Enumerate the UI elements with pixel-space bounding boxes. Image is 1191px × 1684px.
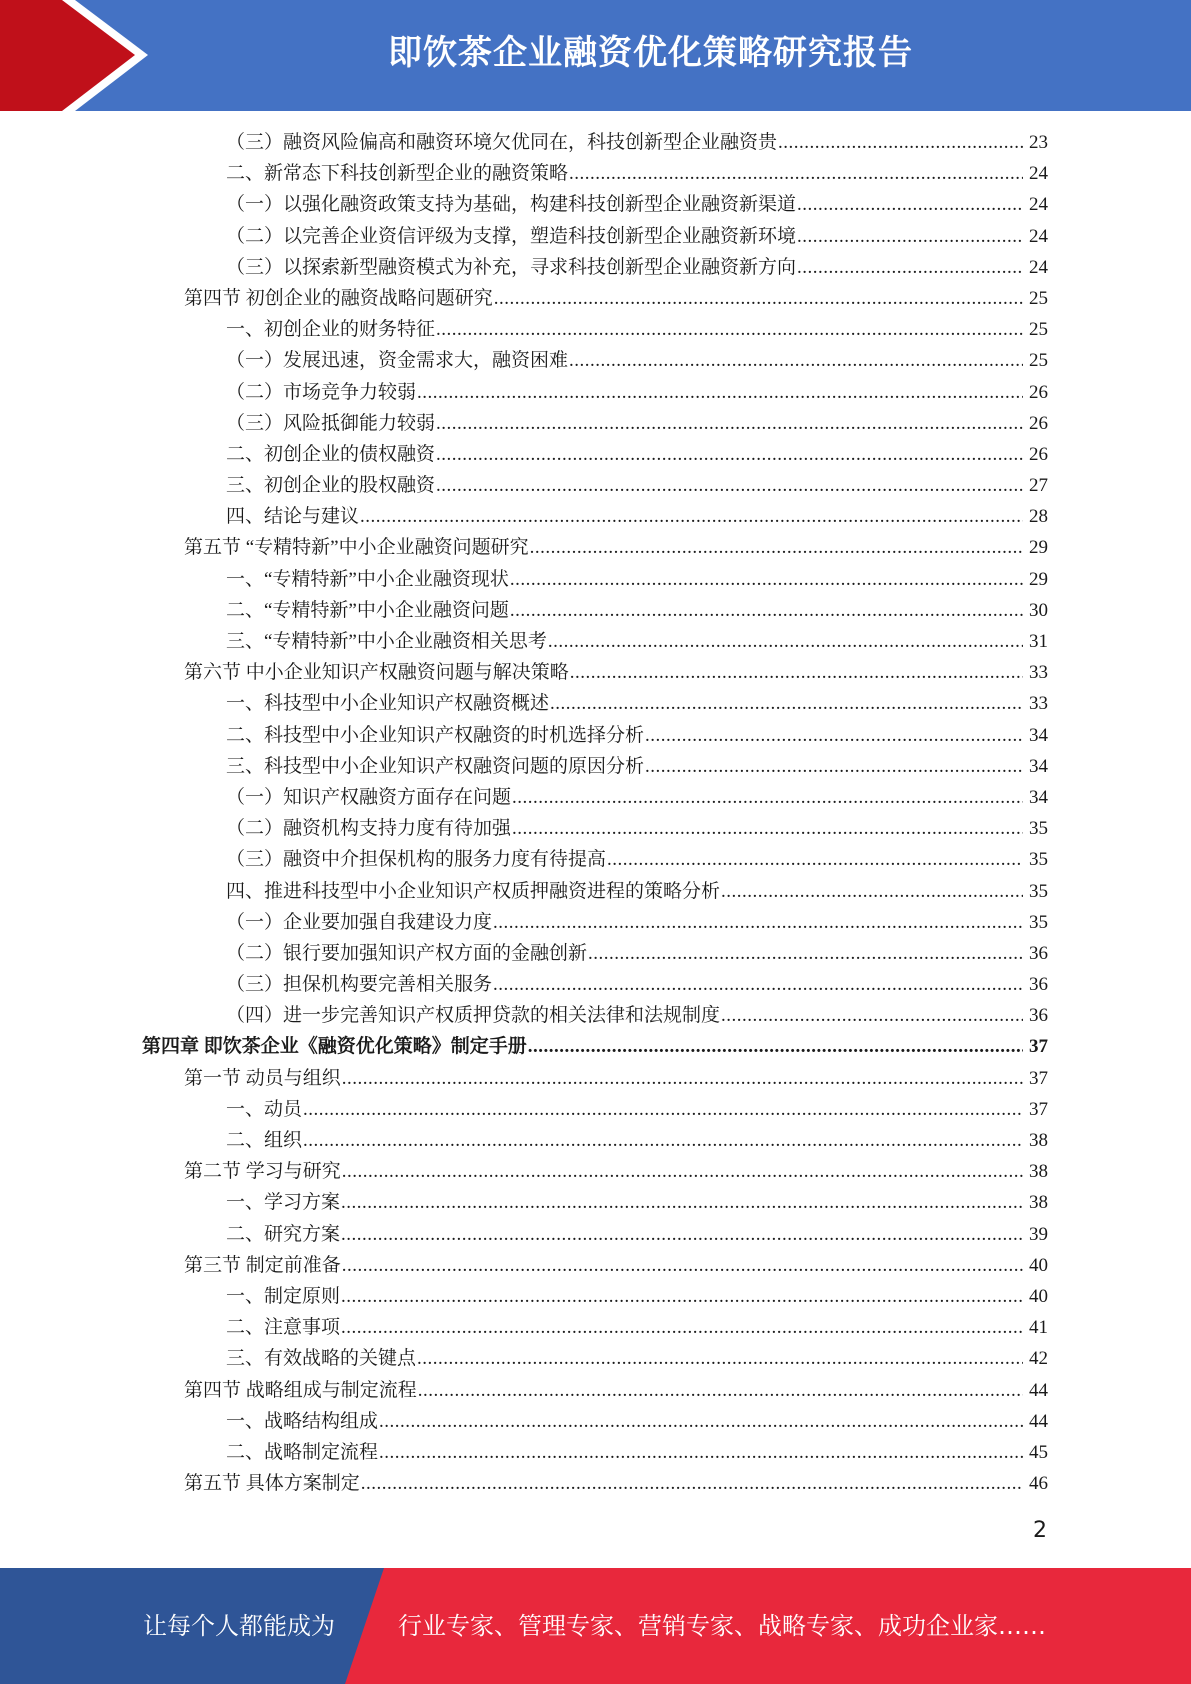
- toc-entry[interactable]: [0, 221, 1191, 252]
- page-footer: [0, 1568, 1191, 1684]
- toc-entry[interactable]: [0, 907, 1191, 938]
- toc-dot-leader: [417, 1343, 1023, 1374]
- page-number: 2: [1033, 1518, 1047, 1543]
- toc-entry-page: 35: [1029, 911, 1048, 933]
- toc-entry-label: （二）银行要加强知识产权方面的金融创新: [226, 942, 588, 964]
- toc-dot-leader: [360, 501, 1023, 532]
- toc-dot-leader: [548, 626, 1023, 657]
- toc-dot-leader: [342, 1063, 1023, 1094]
- toc-entry-label: 第五节 具体方案制定: [184, 1473, 360, 1495]
- toc-entry-label: （三）融资中介担保机构的服务力度有待提高: [226, 849, 607, 871]
- toc-dot-leader: [569, 158, 1023, 189]
- toc-entry[interactable]: [0, 1375, 1191, 1406]
- toc-entry[interactable]: [0, 1031, 1191, 1062]
- toc-dot-leader: [512, 782, 1023, 813]
- page-header: [0, 0, 1191, 111]
- toc-entry-label: 二、初创企业的债权融资: [226, 443, 436, 465]
- toc-entry[interactable]: [0, 439, 1191, 470]
- toc-dot-leader: [341, 1219, 1023, 1250]
- toc-dot-leader: [645, 720, 1023, 751]
- toc-entry-page: 44: [1029, 1379, 1048, 1401]
- toc-dot-leader: [303, 1125, 1023, 1156]
- toc-entry[interactable]: [0, 158, 1191, 189]
- toc-entry[interactable]: [0, 1219, 1191, 1250]
- toc-entry-page: 26: [1029, 381, 1048, 403]
- toc-dot-leader: [797, 221, 1023, 252]
- toc-entry-label: 二、科技型中小企业知识产权融资的时机选择分析: [226, 724, 645, 746]
- toc-entry-page: 33: [1029, 693, 1048, 715]
- toc-dot-leader: [493, 969, 1023, 1000]
- toc-dot-leader: [436, 408, 1023, 439]
- toc-entry[interactable]: [0, 688, 1191, 719]
- toc-entry-label: （三）以探索新型融资模式为补充，寻求科技创新型企业融资新方向: [226, 256, 797, 278]
- toc-entry[interactable]: [0, 720, 1191, 751]
- toc-entry-page: 38: [1029, 1192, 1048, 1214]
- toc-entry-label: 三、初创企业的股权融资: [226, 475, 436, 497]
- toc-entry-page: 34: [1029, 786, 1048, 808]
- toc-entry-label: （一）发展迅速，资金需求大，融资困难: [226, 350, 569, 372]
- toc-entry-label: 第三节 制定前准备: [184, 1254, 341, 1276]
- toc-entry[interactable]: [0, 595, 1191, 626]
- toc-dot-leader: [417, 377, 1023, 408]
- toc-dot-leader: [645, 751, 1023, 782]
- toc-entry-label: （三）风险抵御能力较弱: [226, 412, 436, 434]
- toc-entry-label: （三）融资风险偏高和融资环境欠优同在，科技创新型企业融资贵: [226, 132, 778, 153]
- toc-dot-leader: [418, 1375, 1023, 1406]
- toc-entry-label: （四）进一步完善知识产权质押贷款的相关法律和法规制度: [226, 1005, 721, 1027]
- toc-dot-leader: [303, 1094, 1023, 1125]
- toc-entry[interactable]: [0, 938, 1191, 969]
- toc-entry-label: 一、“专精特新”中小企业融资现状: [226, 568, 509, 590]
- toc-entry-label: 第四节 战略组成与制定流程: [184, 1379, 417, 1401]
- toc-dot-leader: [569, 345, 1023, 376]
- toc-dot-leader: [797, 189, 1023, 220]
- toc-dot-leader: [510, 595, 1023, 626]
- toc-entry[interactable]: [0, 1156, 1191, 1187]
- toc-dot-leader: [436, 470, 1023, 501]
- toc-dot-leader: [341, 1187, 1023, 1218]
- toc-entry-page: 33: [1029, 662, 1048, 684]
- toc-dot-leader: [341, 1281, 1023, 1312]
- toc-entry-page: 36: [1029, 974, 1048, 996]
- toc-entry[interactable]: [0, 844, 1191, 875]
- toc-entry[interactable]: [0, 1468, 1191, 1499]
- toc-entry[interactable]: [0, 252, 1191, 283]
- toc-entry-page: 42: [1029, 1348, 1048, 1370]
- toc-dot-leader: [379, 1406, 1023, 1437]
- toc-entry-page: 41: [1029, 1317, 1048, 1339]
- toc-entry-page: 28: [1029, 506, 1048, 528]
- toc-entry-label: 三、科技型中小企业知识产权融资问题的原因分析: [226, 755, 645, 777]
- toc-dot-leader: [512, 813, 1023, 844]
- toc-entry-label: 二、“专精特新”中小企业融资问题: [226, 599, 509, 621]
- toc-entry-page: 24: [1029, 194, 1048, 216]
- toc-entry-label: 四、推进科技型中小企业知识产权质押融资进程的策略分析: [226, 880, 721, 902]
- toc-entry[interactable]: [0, 1312, 1191, 1343]
- toc-entry-label: （二）市场竞争力较弱: [226, 381, 417, 403]
- toc-dot-leader: [361, 1468, 1023, 1499]
- toc-entry[interactable]: [0, 501, 1191, 532]
- toc-entry-label: 一、制定原则: [226, 1285, 341, 1307]
- toc-entry-page: 38: [1029, 1130, 1048, 1151]
- toc-entry-label: 四、结论与建议: [226, 506, 360, 528]
- toc-entry-label: （一）以强化融资政策支持为基础，构建科技创新型企业融资新渠道: [226, 194, 797, 216]
- toc-entry-page: 37: [1029, 1098, 1048, 1120]
- toc-entry[interactable]: [0, 408, 1191, 439]
- toc-entry[interactable]: [0, 377, 1191, 408]
- toc-entry[interactable]: [0, 1281, 1191, 1312]
- toc-entry[interactable]: [0, 564, 1191, 595]
- footer-slogan-left: 让每个人都能成为: [143, 1612, 335, 1640]
- toc-entry[interactable]: [0, 813, 1191, 844]
- toc-dot-leader: [510, 564, 1023, 595]
- toc-entry-page: 31: [1029, 631, 1048, 652]
- toc-entry-label: 第五节 “专精特新”中小企业融资问题研究: [184, 537, 529, 559]
- toc-entry-label: （一）企业要加强自我建设力度: [226, 911, 493, 933]
- toc-entry[interactable]: [0, 1406, 1191, 1437]
- toc-entry[interactable]: [0, 532, 1191, 563]
- toc-dot-leader: [341, 1312, 1023, 1343]
- toc-dot-leader: [550, 688, 1023, 719]
- toc-entry-label: 第一节 动员与组织: [184, 1067, 341, 1089]
- toc-dot-leader: [342, 1250, 1023, 1281]
- toc-entry[interactable]: [0, 314, 1191, 345]
- toc-entry[interactable]: [0, 782, 1191, 813]
- toc-entry[interactable]: [0, 657, 1191, 688]
- toc-entry-page: 24: [1029, 256, 1048, 278]
- toc-entry[interactable]: [0, 1187, 1191, 1218]
- toc-entry-page: 46: [1029, 1473, 1048, 1495]
- toc-dot-leader: [721, 1000, 1023, 1031]
- footer-slogan-right: 行业专家、管理专家、营销专家、战略专家、成功企业家……: [398, 1612, 1046, 1640]
- toc-entry-page: 40: [1029, 1254, 1048, 1276]
- toc-entry-page: 36: [1029, 1005, 1048, 1027]
- toc-entry[interactable]: [0, 470, 1191, 501]
- toc-entry-page: 26: [1029, 443, 1048, 465]
- toc-entry[interactable]: [0, 1250, 1191, 1281]
- toc-dot-leader: [588, 938, 1023, 969]
- toc-dot-leader: [607, 844, 1023, 875]
- toc-dot-leader: [436, 439, 1023, 470]
- toc-dot-leader: [530, 532, 1023, 563]
- toc-entry[interactable]: [0, 751, 1191, 782]
- toc-dot-leader: [379, 1437, 1023, 1468]
- toc-entry-label: 二、研究方案: [226, 1223, 341, 1245]
- toc-entry[interactable]: [0, 1063, 1191, 1094]
- toc-entry-label: 第二节 学习与研究: [184, 1161, 341, 1183]
- toc-entry-page: 34: [1029, 755, 1048, 777]
- toc-dot-leader: [721, 876, 1023, 907]
- toc-dot-leader: [797, 252, 1023, 283]
- toc-entry[interactable]: [0, 1437, 1191, 1468]
- toc-entry-label: 第六节 中小企业知识产权融资问题与解决策略: [184, 662, 569, 684]
- toc-entry[interactable]: [0, 189, 1191, 220]
- toc-dot-leader: [778, 127, 1023, 158]
- toc-entry-page: 35: [1029, 818, 1048, 840]
- toc-dot-leader: [494, 283, 1023, 314]
- toc-entry-page: 24: [1029, 163, 1048, 185]
- toc-entry[interactable]: [0, 969, 1191, 1000]
- table-of-contents: [0, 127, 1191, 1499]
- toc-entry-label: （三）担保机构要完善相关服务: [226, 974, 493, 996]
- toc-entry[interactable]: [0, 626, 1191, 657]
- toc-entry-label: 第四章 即饮茶企业《融资优化策略》制定手册: [142, 1036, 527, 1058]
- toc-entry-label: （二）以完善企业资信评级为支撑，塑造科技创新型企业融资新环境: [226, 225, 797, 247]
- toc-entry-page: 36: [1029, 942, 1048, 964]
- toc-entry[interactable]: [0, 1094, 1191, 1125]
- toc-entry-page: 29: [1029, 568, 1048, 590]
- toc-entry-page: 37: [1029, 1067, 1048, 1089]
- toc-dot-leader: [342, 1156, 1023, 1187]
- toc-entry-page: 40: [1029, 1285, 1048, 1307]
- toc-entry-label: 三、有效战略的关键点: [226, 1348, 417, 1370]
- toc-entry-label: 第四节 初创企业的融资战略问题研究: [184, 287, 493, 309]
- toc-entry-page: 35: [1029, 880, 1048, 902]
- toc-dot-leader: [436, 314, 1023, 345]
- toc-entry-page: 35: [1029, 849, 1048, 871]
- toc-entry-page: 25: [1029, 319, 1048, 341]
- toc-entry-page: 25: [1029, 287, 1048, 309]
- toc-dot-leader: [570, 657, 1023, 688]
- toc-dot-leader: [528, 1031, 1023, 1062]
- toc-entry[interactable]: [0, 283, 1191, 314]
- header-arrow-decoration: [0, 0, 150, 111]
- toc-entry-page: 38: [1029, 1161, 1048, 1183]
- toc-entry[interactable]: [0, 1343, 1191, 1374]
- toc-entry-label: （一）知识产权融资方面存在问题: [226, 786, 512, 808]
- toc-entry-page: 30: [1029, 599, 1048, 621]
- toc-entry-label: 一、战略结构组成: [226, 1410, 379, 1432]
- toc-entry-label: 二、组织: [226, 1130, 303, 1151]
- toc-dot-leader: [493, 907, 1023, 938]
- toc-entry[interactable]: [0, 876, 1191, 907]
- toc-entry-label: 二、新常态下科技创新型企业的融资策略: [226, 163, 569, 185]
- toc-entry-label: 三、“专精特新”中小企业融资相关思考: [226, 631, 547, 652]
- toc-entry[interactable]: [0, 1125, 1191, 1156]
- toc-entry-page: 24: [1029, 225, 1048, 247]
- toc-entry[interactable]: [0, 127, 1191, 158]
- toc-entry-label: 二、战略制定流程: [226, 1441, 379, 1463]
- toc-entry[interactable]: [0, 1000, 1191, 1031]
- toc-entry-label: 二、注意事项: [226, 1317, 341, 1339]
- toc-entry-label: （二）融资机构支持力度有待加强: [226, 818, 512, 840]
- toc-entry-page: 45: [1029, 1441, 1048, 1463]
- report-title: 即饮茶企业融资优化策略研究报告: [388, 33, 913, 73]
- toc-entry-page: 34: [1029, 724, 1048, 746]
- toc-entry-label: 一、初创企业的财务特征: [226, 319, 436, 341]
- toc-entry-page: 27: [1029, 475, 1048, 497]
- toc-entry-page: 23: [1029, 132, 1048, 153]
- toc-entry-page: 44: [1029, 1410, 1048, 1432]
- toc-entry[interactable]: [0, 345, 1191, 376]
- toc-entry-label: 一、动员: [226, 1098, 303, 1120]
- toc-entry-page: 37: [1029, 1036, 1048, 1058]
- toc-entry-page: 39: [1029, 1223, 1048, 1245]
- toc-entry-page: 26: [1029, 412, 1048, 434]
- toc-entry-label: 一、科技型中小企业知识产权融资概述: [226, 693, 550, 715]
- toc-entry-page: 29: [1029, 537, 1048, 559]
- toc-entry-page: 25: [1029, 350, 1048, 372]
- toc-entry-label: 一、学习方案: [226, 1192, 341, 1214]
